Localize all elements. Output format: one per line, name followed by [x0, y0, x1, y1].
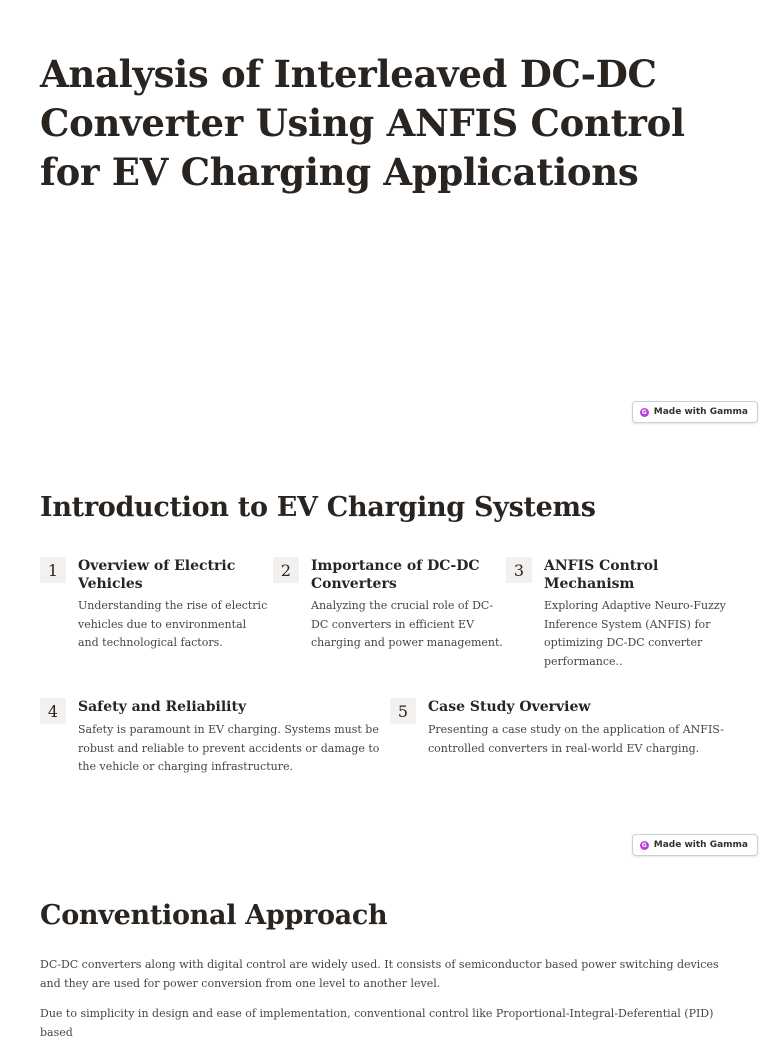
paragraph: Due to simplicity in design and ease of implementation, conventional control like Proportional-Integral-Deferential (PID) based: [40, 1007, 714, 1039]
item-number: 3: [506, 557, 532, 583]
badge-label: Made with Gamma: [653, 407, 748, 417]
item-description: Safety is paramount in EV charging. Systems must be robust and reliable to prevent accidents or damage to the vehicle or charging infrastructure.: [78, 723, 380, 773]
made-with-gamma-badge[interactable]: [632, 401, 758, 423]
item-description: Presenting a case study on the application of ANFIS-controlled converters in real-world EV charging.: [428, 723, 724, 755]
item-title: Safety and Reliability: [78, 699, 247, 715]
item-number: 4: [40, 698, 66, 724]
item-number: 1: [40, 557, 66, 583]
item-description: Analyzing the crucial role of DC-DC converters in efficient EV charging and power management.: [311, 599, 503, 649]
made-with-gamma-badge[interactable]: [632, 834, 758, 856]
item-title: Case Study Overview: [428, 699, 591, 715]
slide-title: Analysis of Interleaved DC-DC Converter Using ANFIS Control for EV Charging Applications: [40, 52, 685, 194]
item-title: ANFIS Control Mechanism: [544, 558, 659, 592]
badge-label: Made with Gamma: [653, 840, 748, 850]
section-heading-introduction: Introduction to EV Charging Systems: [40, 492, 596, 523]
section-heading-conventional-approach: Conventional Approach: [40, 900, 388, 931]
item-number: 5: [390, 698, 416, 724]
item-description: Understanding the rise of electric vehicles due to environmental and technological factors.: [78, 599, 268, 649]
item-title: Importance of DC-DC Converters: [311, 558, 480, 592]
item-description: Exploring Adaptive Neuro-Fuzzy Inference System (ANFIS) for optimizing DC-DC converter performance..: [544, 599, 726, 668]
item-number: 2: [273, 557, 299, 583]
paragraph: DC-DC converters along with digital control are widely used. It consists of semiconductor based power switching devices and they are used for power conversion from one level to another level.: [40, 958, 719, 990]
item-title: Overview of Electric Vehicles: [78, 558, 236, 592]
gamma-logo-icon: G: [640, 841, 649, 850]
gamma-logo-icon: G: [640, 408, 649, 417]
